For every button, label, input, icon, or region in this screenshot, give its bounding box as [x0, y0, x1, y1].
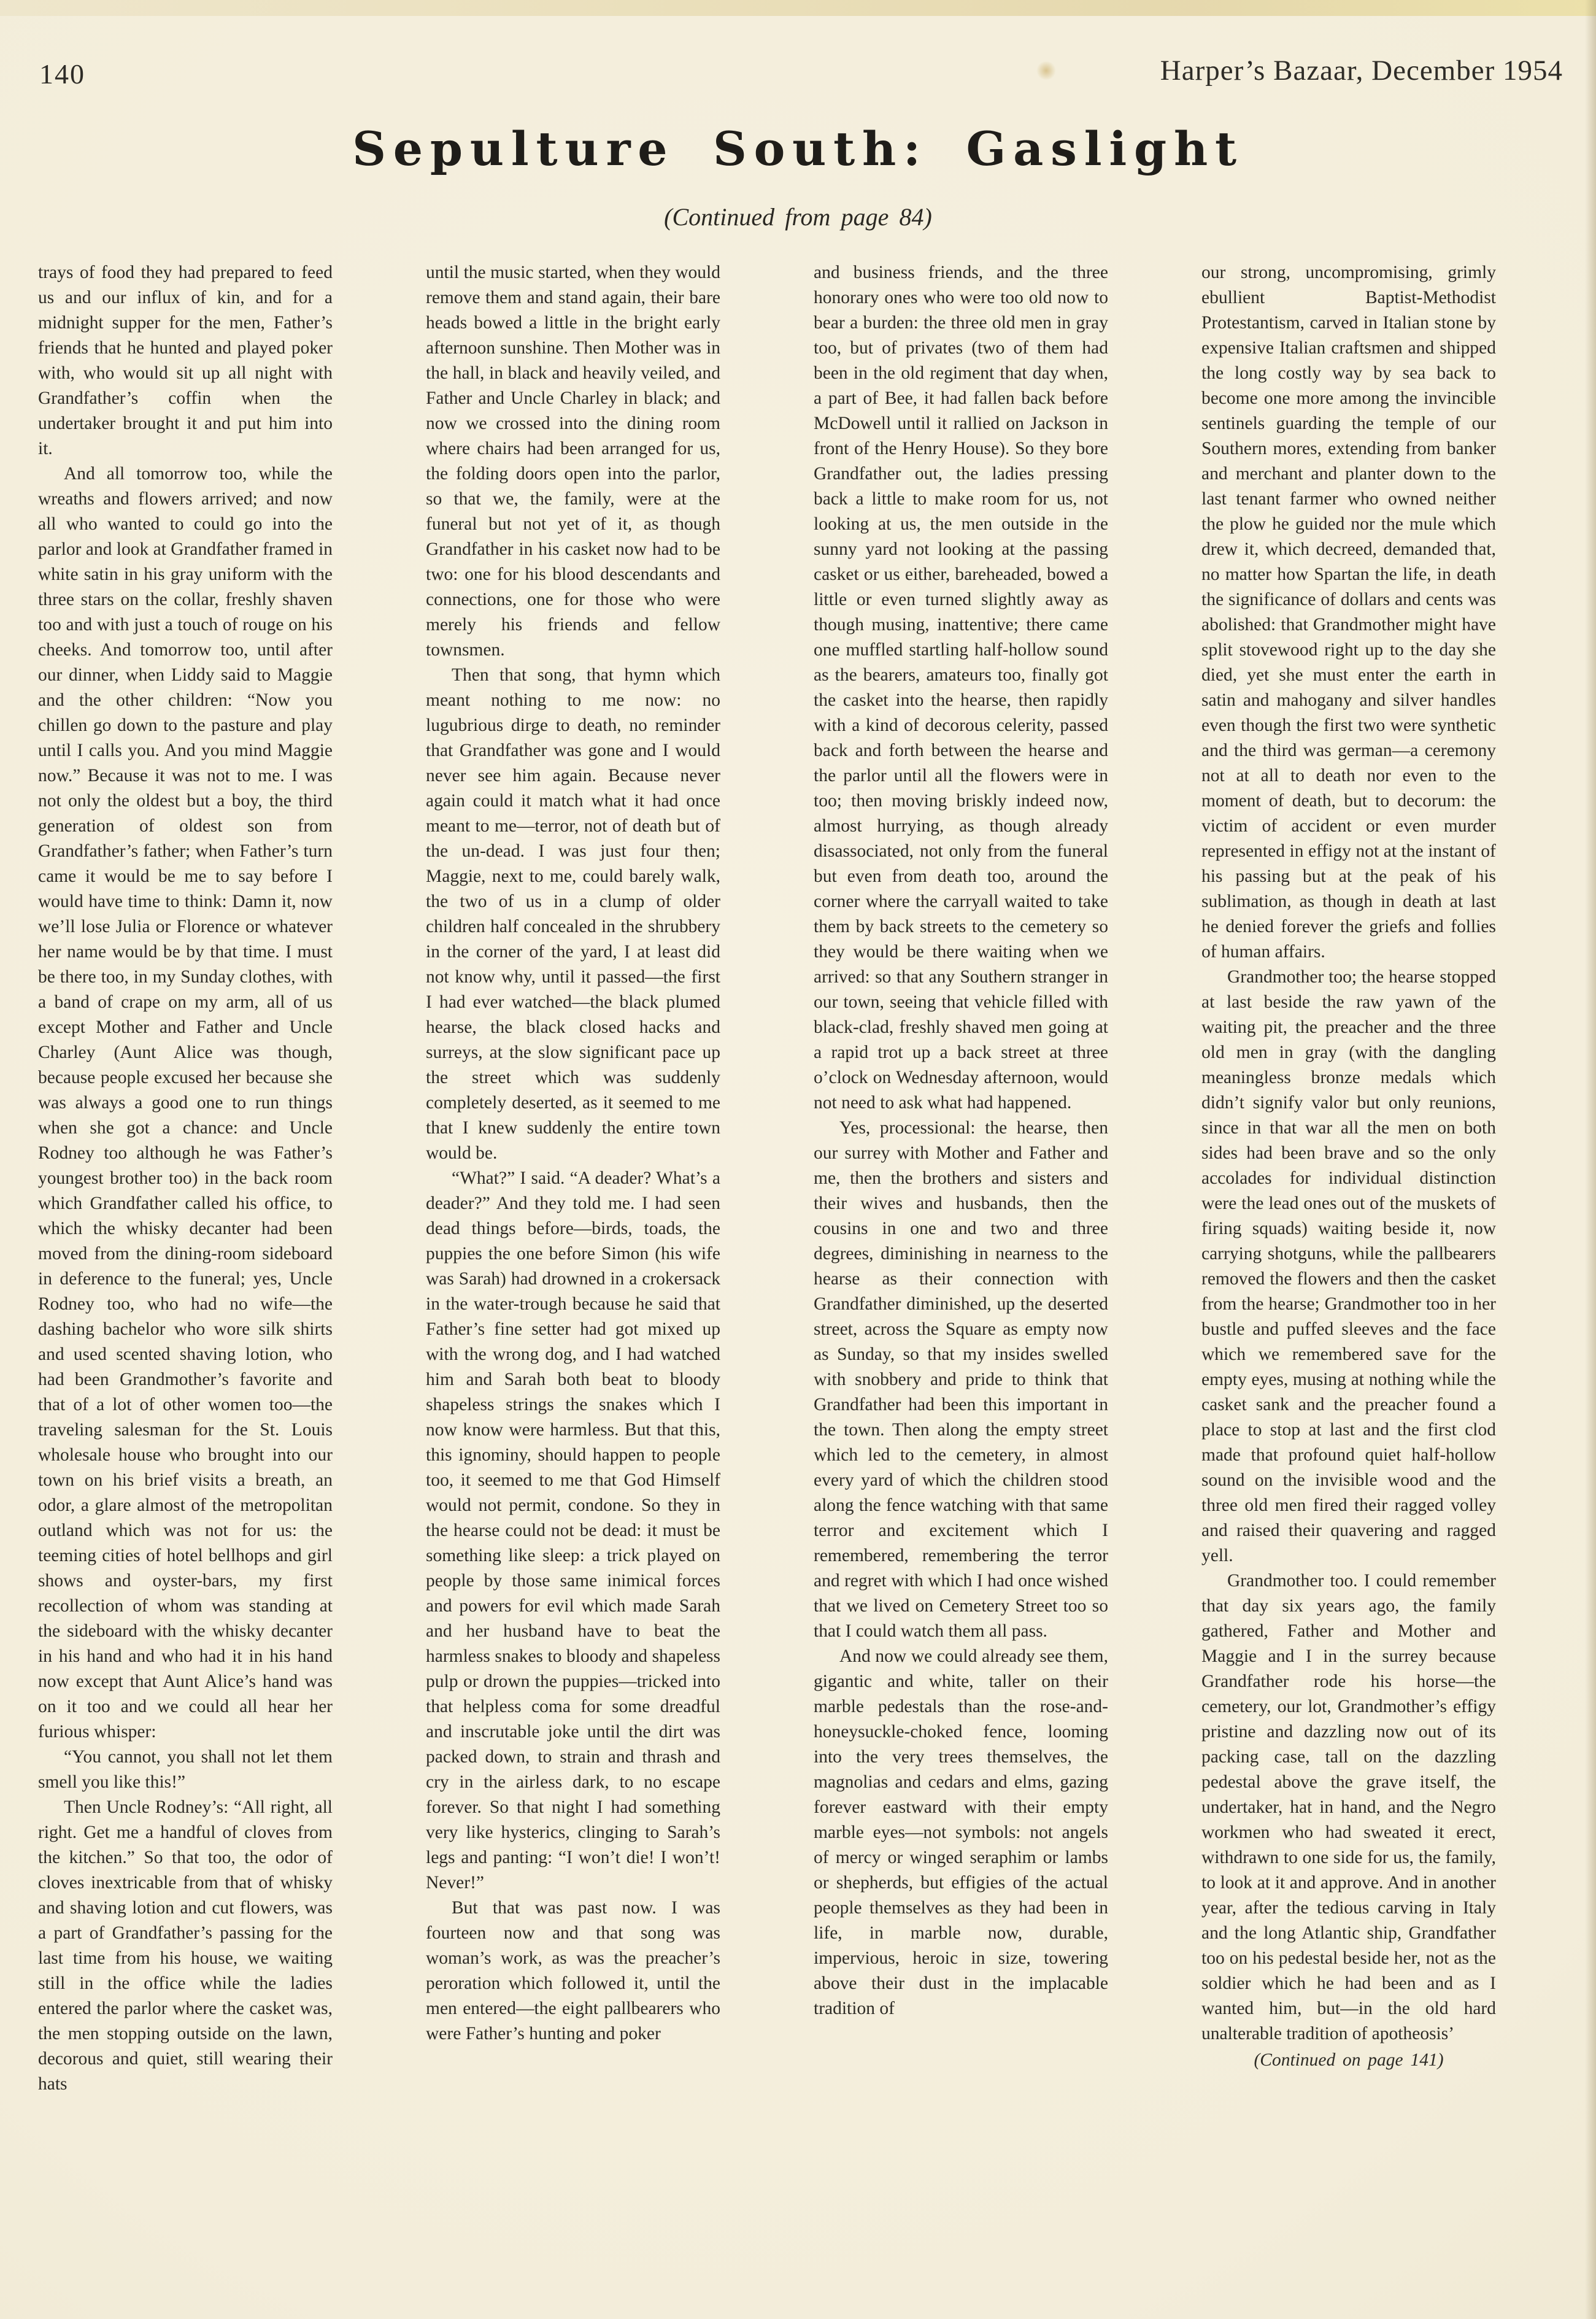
- continued-on-note: (Continued on page 141): [1254, 2050, 1444, 2070]
- text-column-1: [38, 260, 333, 2261]
- paragraph: But that was past now. I was fourteen now and that song was woman’s work, as was the preacher’s peroration which followed it, until the men entered—the eight pallbearers who were Father’s hunting and poker: [426, 1898, 720, 2043]
- paragraph: “You cannot, you shall not let them smell you like this!”: [38, 1747, 333, 1792]
- page-number: 140: [39, 58, 85, 90]
- paragraph: Then that song, that hymn which meant nothing to me now: no lugubrious dirge to death, no reminder that Grandfather was gone and I would never see him again. Because never again could it match what it had once meant to me—terror, not of death but of the un-dead. I was just four then; Maggie, next to me, could barely walk, the two of us in a clump of older children half concealed in the shrubbery in the corner of the yard, I at least did not know why, until it passed—the first I had ever watched—the black plumed hearse, the black closed hacks and surreys, at the slow significant pace up the street which was suddenly completely deserted, as it seemed to me that I knew suddenly the entire town would be.: [426, 665, 720, 1163]
- text-column-4: [1201, 260, 1496, 2261]
- paragraph: Then Uncle Rodney’s: “All right, all right. Get me a handful of cloves from the kitchen.” So that too, the odor of cloves inextricable from that of whisky and shaving lotion and cut flowers, was a part of Grandfather’s passing for the last time from his house, we waiting still in the office while the ladies entered the parlor where the casket was, the men stopping outside on the lawn, decorous and quiet, still wearing their hats: [38, 1797, 333, 2094]
- paragraph: And now we could already see them, gigantic and white, taller on their marble pedestals than the rose-and-honeysuckle-choked fence, looming into the very trees themselves, the magnolias and cedars and elms, gazing forever eastward with their empty marble eyes—not symbols: not angels of mercy or winged seraphim or lambs or shepherds, but effigies of the actual people themselves as they had been in life, in marble now, durable, impervious, heroic in size, towering above their dust in the implacable tradition of: [814, 1646, 1108, 2018]
- paragraph: trays of food they had prepared to feed us and our influx of kin, and for a midnight supper for the men, Father’s friends that he hunted and played poker with, who would sit up all night with Grandfather’s coffin when the undertaker brought it and put him into it.: [38, 263, 333, 458]
- text-column-2: [426, 260, 720, 2261]
- scan-artifact-right-shadow: [1585, 0, 1596, 2319]
- paragraph: “What?” I said. “A deader? What’s a deader?” And they told me. I had seen dead things before—birds, toads, the puppies the one before Simon (his wife was Sarah) had drowned in a crokersack in the water-trough because he said that Father’s fine setter had got mixed up with the wrong dog, and I had watched him and Sarah both beat to bloody shapeless strings the snakes which I now know were harmless. But that this, this ignominy, should happen to people too, it seemed to me that God Himself would not permit, condone. So they in the hearse could not be dead: it must be something like sleep: a trick played on people by those same inimical forces and powers for evil which made Sarah and her husband have to beat the harmless snakes to bloody and shapeless pulp or drown the puppies—tricked into that helpless coma for some dreadful and inscrutable joke until the dirt was packed down, to strain and thrash and cry in the airless dark, to no escape forever. So that night I had something very like hysterics, clinging to Sarah’s legs and panting: “I won’t die! I won’t! Never!”: [426, 1168, 720, 1893]
- paragraph: Grandmother too; the hearse stopped at last beside the raw yawn of the waiting pit, the preacher and the three old men in gray (with the dangling meaningless bronze medals which didn’t signify valor but only reunions, since in that war all the men on both sides had been brave and so the only accolades for individual distinction were the lead ones out of the muskets of firing squads) waiting beside it, now carrying shotguns, while the pallbearers removed the flowers and then the casket from the hearse; Grandmother too in her bustle and puffed sleeves and the face which we remembered save for the empty eyes, musing at nothing while the casket sank and the preacher found a place to stop at last and the first clod made that profound quiet half-hollow sound on the invisible wood and the three old men fired their ragged volley and raised their quavering and ragged yell.: [1201, 967, 1496, 1565]
- running-head-magazine-date: Harper’s Bazaar, December 1954: [1160, 55, 1563, 87]
- article-body-columns: [38, 260, 1496, 2261]
- paragraph: And all tomorrow too, while the wreaths and flowers arrived; and now all who wanted to could go into the parlor and look at Grandfather framed in white satin in his gray uniform with the three stars on the collar, freshly shaven too and with just a touch of rouge on his cheeks. And tomorrow too, until after our dinner, when Liddy said to Maggie and the other children: “Now you chillen go down to the pasture and play until I calls you. And you mind Maggie now.” Because it was not to me. I was not only the oldest but a boy, the third generation of oldest son from Grandfather’s father; when Father’s turn came it would be me to say before I would have time to think: Damn it, now we’ll lose Julia or Florence or whatever her name would be by that time. I must be there too, in my Sunday clothes, with a band of crape on my arm, all of us except Mother and Father and Uncle Charley (Aunt Alice was though, because people excused her because she was always a good one to run things when she got a chance: and Uncle Rodney too although he was Father’s youngest brother too) in the back room which Grandfather called his office, to which the whisky decanter had been moved from the dining-room sideboard in deference to the funeral; yes, Uncle Rodney too, who had no wife—the dashing bachelor who wore silk shirts and used scented shaving lotion, who had been Grandmother’s favorite and that of a lot of other women too—the traveling salesman for the St. Louis wholesale house who brought into our town on his brief visits a breath, an odor, a glare almost of the metropolitan outland which was not for us: the teeming cities of hotel bellhops and girl shows and oyster-bars, my first recollection of whom was standing at the sideboard with the whisky decanter in his hand and who had it in his hand now except that Aunt Alice’s hand was on it too and we could all hear her furious whisper:: [38, 464, 333, 1742]
- article-title: Sepulture South: Gaslight: [352, 122, 1244, 176]
- paragraph: Grandmother too. I could remember that day six years ago, the family gathered, Father and Mother and Maggie and I in the surrey because Grandfather rode his horse—the cemetery, our lot, Grandmother’s effigy pristine and dazzling now out of its packing case, tall on the dazzling pedestal above the grave itself, the undertaker, hat in hand, and the Negro workmen who had sweated it erect, withdrawn to one side for us, the family, to look at it and approve. And in another year, after the tedious carving in Italy and the long Atlantic ship, Grandfather too on his pedestal beside her, not as the soldier which he had been and as I wanted him, but—in the old hard unalterable tradition of apotheosis’: [1201, 1571, 1496, 2043]
- paragraph: and business friends, and the three honorary ones who were too old now to bear a burden: the three old men in gray too, but of privates (two of them had been in the old regiment that day when, a part of Bee, it had fallen back before McDowell until it rallied on Jackson in front of the Henry House). So they bore Grandfather out, the ladies pressing back a little to make room for us, not looking at us, the men outside in the sunny yard not looking at the passing casket or us either, bareheaded, bowed a little or even turned slightly away as though musing, inattentive; there came one muffled startling half-hollow sound as the bearers, amateurs too, finally got the casket into the hearse, then rapidly with a kind of decorous celerity, passed back and forth between the hearse and the parlor until all the flowers were in too; then moving briskly indeed now, almost hurrying, as though already disassociated, not only from the funeral but even from death too, around the corner where the carryall waited to take them by back streets to the cemetery so they would be there waiting when we arrived: so that any Southern stranger in our town, seeing that vehicle filled with black-clad, freshly shaved men going at a rapid trot up a back street at three o’clock on Wednesday afternoon, would not need to ask what had happened.: [814, 263, 1108, 1113]
- paragraph: Yes, processional: the hearse, then our surrey with Mother and Father and me, then the brothers and sisters and their wives and husbands, then the cousins in one and two and three degrees, diminishing in nearness to the hearse as their connection with Grandfather diminished, up the deserted street, across the Square as empty now as Sunday, so that my insides swelled with snobbery and pride to think that Grandfather had been this important in the town. Then along the empty street which led to the cemetery, in almost every yard of which the children stood along the fence watching with that same terror and excitement which I remembered, remembering the terror and regret with which I had once wished that we lived on Cemetery Street too so that I could watch them all pass.: [814, 1118, 1108, 1641]
- text-column-3: [814, 260, 1108, 2261]
- running-head: [0, 54, 1596, 97]
- continued-from-note: (Continued from page 84): [664, 203, 932, 231]
- paragraph: until the music started, when they would remove them and stand again, their bare heads bowed a little in the bright early afternoon sunshine. Then Mother was in the hall, in black and heavily veiled, and Father and Uncle Charley in black; and now we crossed into the dining room where chairs had been arranged for us, the folding doors open into the parlor, so that we, the family, were at the funeral but not yet of it, as though Grandfather in his casket now had to be two: one for his blood descendants and connections, one for those who were merely his friends and fellow townsmen.: [426, 263, 720, 660]
- paragraph: our strong, uncompromising, grimly ebullient Baptist-Methodist Protestantism, carved in Italian stone by expensive Italian craftsmen and shipped the long costly way by sea back to become one more among the invincible sentinels guarding the temple of our Southern mores, extending from banker and merchant and planter down to the last tenant farmer who owned neither the plow he guided nor the mule which drew it, which decreed, demanded that, no matter how Spartan the life, in death the significance of dollars and cents was abolished: that Grandmother might have split stovewood right up to the day she died, yet she must enter the earth in satin and mahogany and silver handles even though the first two were synthetic and the third was german—a ceremony not at all to death nor even to the moment of death, but to decorum: the victim of accident or even murder represented in effigy not at the instant of his passing but at the peak of his sublimation, as though in death at last he denied forever the griefs and follies of human affairs.: [1201, 263, 1496, 962]
- scan-artifact-top-edge: [0, 0, 1596, 16]
